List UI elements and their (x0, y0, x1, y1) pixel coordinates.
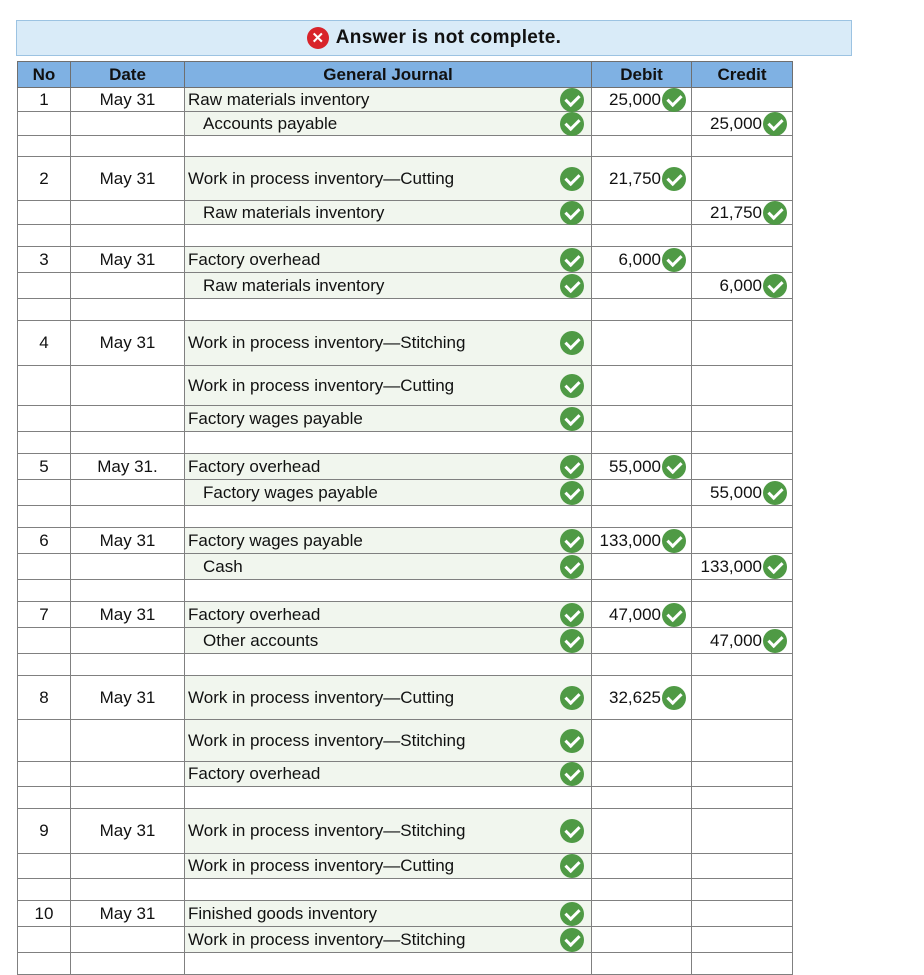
check-icon (560, 629, 584, 653)
date-cell[interactable] (71, 854, 185, 879)
check-icon (560, 274, 584, 298)
account-cell-text: Factory overhead (188, 764, 321, 783)
check-icon (560, 928, 584, 952)
credit-cell[interactable] (692, 787, 793, 809)
date-cell[interactable] (71, 787, 185, 809)
debit-cell-text: 32,625 (609, 687, 661, 707)
account-cell-text: Work in process inventory—Stitching (188, 929, 466, 949)
account-cell[interactable] (185, 809, 592, 854)
entry-number-cell (18, 454, 71, 480)
date-cell[interactable] (71, 273, 185, 299)
date-cell[interactable] (71, 406, 185, 432)
entry-number-cell (18, 366, 71, 406)
check-icon (763, 201, 787, 225)
credit-cell[interactable] (692, 506, 793, 528)
entry-number-cell (18, 602, 71, 628)
account-cell-text: Work in process inventory—Cutting (188, 168, 455, 188)
table-row (18, 879, 793, 901)
account-cell[interactable] (185, 112, 592, 136)
check-icon (560, 819, 584, 843)
account-cell-text: Accounts payable (203, 113, 338, 133)
credit-cell[interactable] (692, 366, 793, 406)
table-row (18, 720, 793, 762)
credit-cell[interactable] (692, 201, 793, 225)
date-cell[interactable] (71, 157, 185, 201)
table-row (18, 506, 793, 528)
date-cell-text: May 31 (99, 821, 156, 840)
debit-cell[interactable] (592, 528, 692, 554)
table-row (18, 554, 793, 580)
table-row (18, 654, 793, 676)
account-cell-text: Finished goods inventory (188, 903, 378, 923)
debit-cell[interactable] (592, 88, 692, 112)
debit-cell-text: 25,000 (609, 89, 661, 109)
entry-number-cell (18, 157, 71, 201)
table-row (18, 454, 793, 480)
table-row (18, 787, 793, 809)
entry-number-cell (18, 854, 71, 879)
debit-cell[interactable] (592, 654, 692, 676)
date-cell-text: May 31 (99, 89, 156, 109)
entry-number-cell (18, 676, 71, 720)
entry-number-cell-text: 7 (39, 604, 49, 624)
credit-cell[interactable] (692, 602, 793, 628)
debit-cell[interactable] (592, 480, 692, 506)
account-cell-text: Factory wages payable (188, 408, 363, 428)
account-cell[interactable] (185, 273, 592, 299)
table-row (18, 406, 793, 432)
date-cell[interactable] (71, 879, 185, 901)
account-cell-text: Factory overhead (188, 456, 321, 476)
account-cell-text: Cash (203, 556, 243, 576)
entry-number-cell (18, 654, 71, 676)
check-icon (560, 686, 584, 710)
account-cell[interactable] (185, 506, 592, 528)
credit-cell[interactable] (692, 854, 793, 879)
entry-number-cell (18, 432, 71, 454)
account-cell[interactable] (185, 225, 592, 247)
debit-cell[interactable] (592, 432, 692, 454)
date-cell[interactable] (71, 299, 185, 321)
entry-number-cell-text: 4 (39, 333, 49, 352)
credit-cell[interactable] (692, 762, 793, 787)
credit-cell[interactable] (692, 273, 793, 299)
check-icon (662, 455, 686, 479)
entry-number-cell-text: 10 (34, 903, 54, 923)
account-cell-text: Work in process inventory—Stitching (188, 821, 466, 840)
date-cell[interactable] (71, 762, 185, 787)
date-cell[interactable] (71, 720, 185, 762)
check-icon (560, 729, 584, 753)
entry-number-cell (18, 901, 71, 927)
date-cell[interactable] (71, 366, 185, 406)
debit-cell[interactable] (592, 901, 692, 927)
credit-cell[interactable] (692, 88, 793, 112)
check-icon (560, 555, 584, 579)
entry-number-cell (18, 787, 71, 809)
date-cell[interactable] (71, 480, 185, 506)
date-cell-text: May 31 (99, 168, 156, 188)
check-icon (560, 854, 584, 878)
account-cell-text: Work in process inventory—Stitching (188, 333, 466, 352)
account-cell[interactable] (185, 602, 592, 628)
account-cell[interactable] (185, 88, 592, 112)
debit-cell[interactable] (592, 112, 692, 136)
debit-cell-text: 6,000 (618, 249, 661, 269)
debit-cell[interactable] (592, 406, 692, 432)
credit-cell[interactable] (692, 112, 793, 136)
credit-cell[interactable] (692, 879, 793, 901)
account-cell[interactable] (185, 787, 592, 809)
debit-cell[interactable] (592, 201, 692, 225)
date-cell[interactable] (71, 454, 185, 480)
check-icon (662, 603, 686, 627)
credit-cell[interactable] (692, 809, 793, 854)
account-cell[interactable] (185, 676, 592, 720)
debit-cell[interactable] (592, 225, 692, 247)
account-cell[interactable] (185, 927, 592, 953)
entry-number-cell (18, 580, 71, 602)
check-icon (763, 629, 787, 653)
general-journal-table (17, 61, 793, 975)
header-no: No (18, 62, 71, 88)
account-cell[interactable] (185, 879, 592, 901)
date-cell[interactable] (71, 580, 185, 602)
answer-status-banner (16, 20, 852, 56)
table-row (18, 901, 793, 927)
account-cell-text: Work in process inventory—Cutting (188, 375, 455, 395)
check-icon (560, 762, 584, 786)
date-cell[interactable] (71, 554, 185, 580)
account-cell[interactable] (185, 299, 592, 321)
date-cell[interactable] (71, 247, 185, 273)
entry-number-cell-text: 1 (39, 89, 49, 109)
table-row (18, 112, 793, 136)
account-cell-text: Factory wages payable (188, 530, 363, 550)
entry-number-cell (18, 809, 71, 854)
date-cell[interactable] (71, 528, 185, 554)
account-cell[interactable] (185, 406, 592, 432)
table-row (18, 927, 793, 953)
debit-cell[interactable] (592, 454, 692, 480)
debit-cell[interactable] (592, 676, 692, 720)
debit-cell-text: 133,000 (599, 530, 661, 550)
entry-number-cell (18, 480, 71, 506)
entry-number-cell (18, 762, 71, 787)
account-cell-text: Raw materials inventory (203, 275, 385, 295)
account-cell[interactable] (185, 321, 592, 366)
credit-cell[interactable] (692, 927, 793, 953)
table-row (18, 157, 793, 201)
table-row (18, 273, 793, 299)
check-icon (763, 555, 787, 579)
account-cell[interactable] (185, 480, 592, 506)
check-icon (560, 529, 584, 553)
entry-number-cell (18, 225, 71, 247)
account-cell[interactable] (185, 554, 592, 580)
credit-cell-text: 133,000 (700, 556, 762, 576)
table-row (18, 580, 793, 602)
account-cell-text: Work in process inventory—Stitching (188, 730, 466, 750)
date-cell[interactable] (71, 654, 185, 676)
credit-cell[interactable] (692, 480, 793, 506)
credit-cell-text: 55,000 (710, 482, 762, 502)
debit-cell-text: 21,750 (609, 168, 661, 188)
credit-cell[interactable] (692, 225, 793, 247)
check-icon (662, 248, 686, 272)
check-icon (560, 455, 584, 479)
credit-cell-text: 25,000 (710, 113, 762, 133)
account-cell[interactable] (185, 157, 592, 201)
date-cell[interactable] (71, 901, 185, 927)
check-icon (763, 274, 787, 298)
debit-cell[interactable] (592, 554, 692, 580)
date-cell[interactable] (71, 136, 185, 157)
check-icon (560, 201, 584, 225)
credit-cell[interactable] (692, 432, 793, 454)
entry-number-cell (18, 528, 71, 554)
date-cell[interactable] (71, 88, 185, 112)
debit-cell[interactable] (592, 506, 692, 528)
header-debit: Debit (592, 62, 692, 88)
date-cell-text: May 31 (99, 249, 156, 269)
entry-number-cell (18, 112, 71, 136)
banner-text: Answer is not complete. (335, 27, 562, 48)
credit-cell[interactable] (692, 901, 793, 927)
debit-cell[interactable] (592, 628, 692, 654)
credit-cell[interactable] (692, 299, 793, 321)
check-icon (560, 88, 584, 112)
debit-cell[interactable] (592, 927, 692, 953)
credit-cell[interactable] (692, 247, 793, 273)
entry-number-cell (18, 406, 71, 432)
header-general-journal: General Journal (185, 62, 592, 88)
check-icon (662, 686, 686, 710)
account-cell[interactable] (185, 762, 592, 787)
check-icon (662, 167, 686, 191)
debit-cell[interactable] (592, 273, 692, 299)
check-icon (763, 112, 787, 136)
debit-cell[interactable] (592, 720, 692, 762)
date-cell[interactable] (71, 676, 185, 720)
table-row (18, 136, 793, 157)
date-cell-text: May 31 (99, 687, 156, 707)
credit-cell-text: 21,750 (710, 202, 762, 222)
credit-cell[interactable] (692, 654, 793, 676)
account-cell[interactable] (185, 854, 592, 879)
entry-number-cell (18, 927, 71, 953)
date-cell[interactable] (71, 225, 185, 247)
credit-cell[interactable] (692, 136, 793, 157)
credit-cell[interactable] (692, 157, 793, 201)
entry-number-cell-text: 8 (39, 687, 49, 707)
check-icon (560, 112, 584, 136)
table-row (18, 602, 793, 628)
entry-number-cell (18, 201, 71, 225)
account-cell[interactable] (185, 454, 592, 480)
check-icon (662, 529, 686, 553)
debit-cell[interactable] (592, 299, 692, 321)
table-row (18, 480, 793, 506)
date-cell[interactable] (71, 602, 185, 628)
table-header-row (18, 62, 793, 88)
journal-body (18, 88, 793, 975)
account-cell-text: Factory overhead (188, 249, 321, 269)
debit-cell[interactable] (592, 602, 692, 628)
account-cell[interactable] (185, 654, 592, 676)
debit-cell[interactable] (592, 247, 692, 273)
date-cell-text: May 31 (99, 604, 156, 624)
check-icon (560, 374, 584, 398)
table-row (18, 628, 793, 654)
credit-cell[interactable] (692, 454, 793, 480)
entry-number-cell (18, 136, 71, 157)
entry-number-cell-text: 3 (39, 249, 49, 269)
table-row (18, 247, 793, 273)
account-cell[interactable] (185, 366, 592, 406)
table-row (18, 366, 793, 406)
header-credit: Credit (692, 62, 793, 88)
date-cell-text: May 31 (99, 903, 156, 923)
date-cell-text: May 31 (99, 333, 156, 352)
entry-number-cell-text: 6 (39, 530, 49, 550)
entry-number-cell (18, 506, 71, 528)
entry-number-cell-text: 5 (39, 456, 49, 476)
date-cell[interactable] (71, 809, 185, 854)
table-row (18, 432, 793, 454)
account-cell-text: Work in process inventory—Cutting (188, 687, 455, 707)
check-icon (560, 481, 584, 505)
credit-cell[interactable] (692, 676, 793, 720)
debit-cell[interactable] (592, 854, 692, 879)
date-cell[interactable] (71, 112, 185, 136)
entry-number-cell-text: 9 (39, 821, 49, 840)
entry-number-cell (18, 554, 71, 580)
debit-cell[interactable] (592, 787, 692, 809)
credit-cell[interactable] (692, 406, 793, 432)
debit-cell-text: 47,000 (609, 604, 661, 624)
account-cell[interactable] (185, 720, 592, 762)
account-cell[interactable] (185, 528, 592, 554)
entry-number-cell (18, 247, 71, 273)
date-cell[interactable] (71, 628, 185, 654)
date-cell[interactable] (71, 432, 185, 454)
account-cell-text: Factory wages payable (203, 482, 378, 502)
table-row (18, 809, 793, 854)
table-row (18, 676, 793, 720)
entry-number-cell (18, 879, 71, 901)
account-cell-text: Raw materials inventory (203, 202, 385, 222)
entry-number-cell-text: 2 (39, 168, 49, 188)
account-cell[interactable] (185, 136, 592, 157)
debit-cell[interactable] (592, 366, 692, 406)
check-icon (763, 481, 787, 505)
date-cell-text: May 31. (97, 456, 158, 476)
credit-cell[interactable] (692, 580, 793, 602)
table-row (18, 299, 793, 321)
table-row (18, 321, 793, 366)
date-cell[interactable] (71, 927, 185, 953)
date-cell[interactable] (71, 321, 185, 366)
table-row (18, 528, 793, 554)
table-row (18, 88, 793, 112)
check-icon (560, 902, 584, 926)
table-row (18, 762, 793, 787)
check-icon (560, 248, 584, 272)
entry-number-cell (18, 299, 71, 321)
account-cell[interactable] (185, 201, 592, 225)
debit-cell-text: 55,000 (609, 456, 661, 476)
debit-cell[interactable] (592, 136, 692, 157)
debit-cell[interactable] (592, 879, 692, 901)
debit-cell[interactable] (592, 809, 692, 854)
check-icon (560, 603, 584, 627)
account-cell-text: Factory overhead (188, 604, 321, 624)
debit-cell[interactable] (592, 157, 692, 201)
credit-cell[interactable] (692, 554, 793, 580)
account-cell[interactable] (185, 628, 592, 654)
credit-cell[interactable] (692, 628, 793, 654)
credit-cell[interactable] (692, 720, 793, 762)
check-icon (560, 407, 584, 431)
table-row (18, 854, 793, 879)
account-cell-text: Other accounts (203, 630, 319, 650)
entry-number-cell (18, 88, 71, 112)
entry-number-cell (18, 273, 71, 299)
account-cell-text: Raw materials inventory (188, 89, 370, 109)
check-icon (560, 331, 584, 355)
account-cell-text: Work in process inventory—Cutting (188, 856, 455, 875)
check-icon (560, 167, 584, 191)
entry-number-cell (18, 720, 71, 762)
date-cell[interactable] (71, 506, 185, 528)
account-cell[interactable] (185, 901, 592, 927)
check-icon (662, 88, 686, 112)
debit-cell[interactable] (592, 321, 692, 366)
credit-cell-text: 47,000 (710, 630, 762, 650)
header-date: Date (71, 62, 185, 88)
table-row (18, 201, 793, 225)
debit-cell[interactable] (592, 580, 692, 602)
credit-cell[interactable] (692, 528, 793, 554)
debit-cell[interactable] (592, 762, 692, 787)
account-cell[interactable] (185, 247, 592, 273)
entry-number-cell (18, 321, 71, 366)
table-row (18, 225, 793, 247)
credit-cell-text: 6,000 (719, 275, 762, 295)
date-cell[interactable] (71, 201, 185, 225)
account-cell[interactable] (185, 580, 592, 602)
x-icon: ✕ (307, 27, 329, 49)
credit-cell[interactable] (692, 321, 793, 366)
entry-number-cell (18, 628, 71, 654)
account-cell[interactable] (185, 432, 592, 454)
date-cell-text: May 31 (99, 530, 156, 550)
